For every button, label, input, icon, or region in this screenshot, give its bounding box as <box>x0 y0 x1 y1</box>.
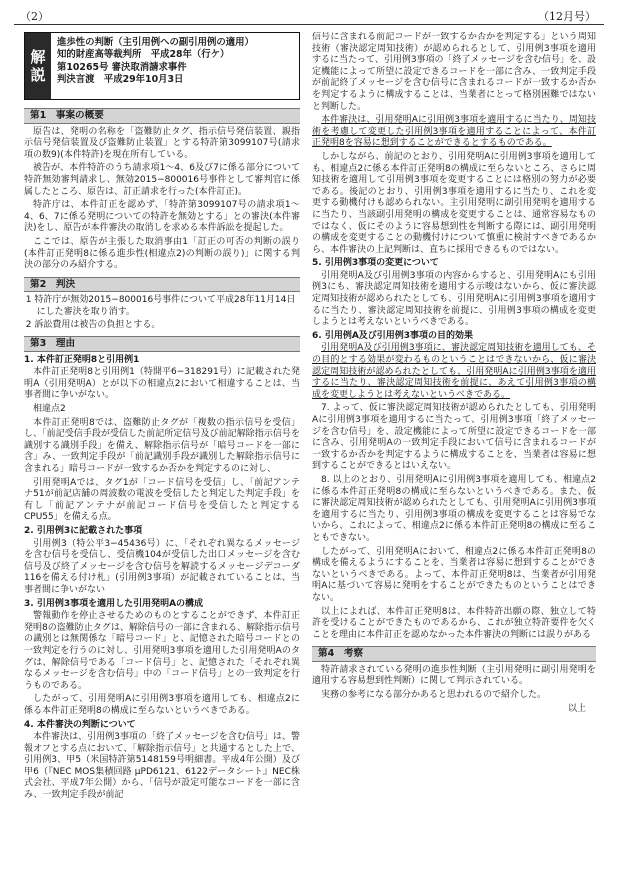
subheading: 5. 引用例3事項の変更について <box>312 258 439 269</box>
subheading: 6. 引用例A及び引用例3事項の目的効果 <box>312 330 474 341</box>
judgment-item: 2 訴訟費用は被告の負担とする。 <box>25 319 161 330</box>
commentary-tag <box>25 33 51 99</box>
paragraph: したがって、引用発明Aに引用例3事項を適用しても、相違点2に係る本件訂正発明8の構成に至らないというべきである。 <box>24 694 300 716</box>
section-heading-reasons: 第3 理由 <box>24 336 300 352</box>
paragraph: 被告が、本件特許のうち請求項1〜4、6及び7に係る部分について特許無効審判請求し、無効2015−800016号事件として審判官に係属したところ、原告は、訂正請求を行った(本件訂正)。 <box>24 163 300 197</box>
paragraph: 信号に含まれる前記コードが一致するか否かを判定する」という周知技術（審決認定周知技術）が認められるとして、引用例3事項を適用するに当たって、引用例3事項の「終了メッセージを含む信号」を、設定機能によって所望に設定できるコードを一部に含み、一致判定手段が前記終了メッセージを含む信号に含まれるコードが一致するか否かを判定するように構成することは、当業者にとって格別困難ではないと判断した。 <box>312 32 596 112</box>
tag-char-2: 説 <box>30 66 46 84</box>
issue-label: （12月号） <box>538 10 596 23</box>
judgment-item: 1 特許庁が無効2015−800016号事件について平成28年11月14日にした審決を取り消す。 <box>25 295 296 317</box>
subheading: 4. 本件審決の判断について <box>24 719 136 730</box>
paragraph: 警報動作を停止させるためのものとすることができず、本件訂正発明8の盗難防止タグは、解除信号の一部に含まれる、解除指示信号の識別とは無関係な「暗号コード」と、記憶された暗号コードとの一致判定を行うのに対し、引用発明3事項を適用した引用発明Aのタグは、解除信号である「コード信号」と、記憶された「それぞれ異なるメッセージを含む信号」中の「コード信号」との一致判定を行うものである。 <box>24 611 300 691</box>
paragraph: 8. 以上のとおり、引用発明Aに引用例3事項を適用しても、相違点2に係る本件訂正発明8の構成に至らないというべきである。また、仮に審決認定周知技術が認められたとしても、引用発明Aに引用例3事項を適用するに当たり、引用例3事項の構成を変更することは容易でないから、これによって、相違点2に係る本件訂正発明8の構成に至ることもできない。 <box>312 474 596 543</box>
top-rule <box>14 24 604 25</box>
paragraph: 以上によれば、本件訂正発明8は、本件特許出願の際、独立して特許を受けることができたものであるから、これが独立特許要件を欠くことを理由に本件訂正を認めなかった本件審決の判断には誤りがある <box>312 606 596 640</box>
paragraph: 引用発明Aでは、タグ1が「コード信号を受信」し、「前記アンテナ51が前記店舗の周波数の電波を受信したと判定した判定手段」を有し「前記アンテナが前記コード信号を受信したと判定するCPU55」を備える点。 <box>24 477 300 523</box>
paragraph: 引用発明A及び引用例3事項の内容からすると、引用発明Aにも引用例3にも、審決認定周知技術を適用する示唆はないから、仮に審決認定周知技術が認められたとしても、引用発明Aに引用例3事項を適用するに当たり、審決認定周知技術を前提に、引用例3事項の構成を変更しようとは考えないというべきである。 <box>312 270 596 328</box>
section-heading-judgment: 第2 判決 <box>24 277 300 293</box>
page-number: （2） <box>20 10 49 23</box>
article-header <box>24 32 300 100</box>
section-heading-discussion: 第4 考察 <box>312 646 596 662</box>
header-lines <box>51 33 260 99</box>
paragraph: しかしながら、前記のとおり、引用発明Aに引用例3事項を適用しても、相違点2に係る本件訂正発明8の構成に至らないところ、さらに周知技術を適用して引用例3事項を変更することには格別の努力が必要である。後記のとおり、引用例3事項を適用するに当たり、これを変更する動機付けも認められない。主引用発明に副引用発明を適用するに当たり、当該副引用発明の構成を変更することは、通常容易なものではなく、仮にそのように容易想到性を判断する際には、副引用発明の構成を変更することの動機付けについて慎重に検討すべきであるから、本件審決の上記判断は、直ちに採用できるものではない。 <box>312 151 596 255</box>
paragraph: 本件訂正発明8と引用例1（特開平6−318291号）に記載された発明A（引用発明A）とが以下の相違点2において相違することは、当事者間に争いがない。 <box>24 367 300 401</box>
paragraph: 本件訂正発明8では、盗難防止タグが「複数の指示信号を受信」し、「前記受信手段が受信した前記所定信号及び前記解除指示信号を識別する識別手段」を備え、解除指示信号が「暗号コードを一部に含」み、一致判定手段が「前記識別手段が識別した解除指示信号に含まれる」暗号コードが一致するか否かを判定するのに対し、 <box>24 417 300 475</box>
difference-label: 相違点2 <box>33 404 66 415</box>
tag-char-1: 解 <box>30 48 46 66</box>
case-topic: 進歩性の判断（主引用例への副引用例の適用） <box>57 37 254 48</box>
paragraph: 実務の参考になる部分かあると思われるので紹介した。 <box>321 690 547 701</box>
paragraph-underlined: 本件審決は、引用発明Aに引用例3事項を適用するに当たり、周知技術を考慮して変更した引用例3事項を適用することによって、本件訂正発明8を容易に想到することができるとするものである。 <box>312 115 596 149</box>
paragraph: したがって、引用発明Aにおいて、相違点2に係る本件訂正発明8の構成を備えるようにすることを、当業者は容易に想到することができないというべきである。よって、本件訂正発明8は、当業者が引用発明Aに基づいて容易に発明をすることができたものということはできない。 <box>312 546 596 603</box>
paragraph-underlined: 引用発明A及び引用例3事項に、審決認定周知技術を適用しても、その目的とする効果が変わるものということはできないから、仮に審決認定周知技術が認められたとしても、引用発明Aに引用例3事項を適用するに当たり、審決認定周知技術を前提に、あえて引用例3事項の構成を変更しようとは考えないというべきである。 <box>312 343 596 400</box>
left-column <box>24 32 300 862</box>
paragraph: 引用例3（特公平3−45436号）に、「それぞれ異なるメッセージを含む信号を受信し、受信機104が受信した出口メッセージを含む信号及び終了メッセージを含む信号を解読するメッセージデコーダ116を備える付け札」(引用例3事項）が記載されていることは、当事者間に争いがない <box>24 538 300 595</box>
decision-date: 判決言渡 平成29年10月3日 <box>57 74 184 86</box>
paragraph: 特許庁は、本件訂正を認めず、「特許第3099107号の請求項1〜4、6、7に係る発明についての特許を無効とする」との審決(本件審決)をし、原告が本件審決の取消しを求める本件訴訟を提起した。 <box>24 200 300 234</box>
paragraph: 原告は、発明の名称を「盗難防止タグ、指示信号発信装置、親指示信号発信装置及び盗難防止装置」とする特許第3099107号(請求項の数9)(本件特許)を現在所有している。 <box>24 126 300 160</box>
subheading: 1. 本件訂正発明8と引用例1 <box>24 354 140 365</box>
paragraph: 7. よって、仮に審決認定周知技術が認められたとしても、引用発明Aに引用例3事項を適用するに当たって、引用例3事項「終了メッセージを含む信号」を、設定機能によって所望に設定できるコードを一部に含み、引用発明Aの一致判定手段において信号に含まれるコードが一致するか否かを判定するように構成することを、当業者は容易に想到することができるとはいえない。 <box>312 403 596 472</box>
right-column <box>312 32 596 862</box>
end-mark: 以上 <box>567 703 586 714</box>
paragraph: ここでは、原告が主張した取消事由1「訂正の可否の判断の誤り(本件訂正発明8に係る進歩性(相違点2)の判断の誤り)」に関する判決の部分のみ紹介する。 <box>24 236 300 271</box>
section-heading-overview: 第1 事案の概要 <box>24 108 300 124</box>
paragraph: 本件審決は、引用例3事項の「終了メッセージを含む信号」は、警報オフとする点において、「解除指示信号」と共通するとした上で、引用例3、甲5（米国特許第5148159号明細書。平成4年公開）及び甲6（『NEC MOS集積回路 μPD6121、6122データシート』NEC株式会社、平成7年公開）から、「信号が設定可能なコードを一部に含み、一致判定手段が前記 <box>24 732 300 801</box>
case-number: 第10265号 審決取消請求事件 <box>57 61 187 73</box>
subheading: 3. 引用例3事項を適用した引用発明Aの構成 <box>24 598 204 609</box>
paragraph: 特許請求されている発明の進歩性判断（主引用発明に副引用発明を適用する容易想到性判断）に関して判示されている。 <box>312 664 596 687</box>
subheading: 2. 引用例3に記載された事項 <box>24 526 143 536</box>
court-name: 知的財産高等裁判所 平成28年（行ケ） <box>57 49 230 61</box>
